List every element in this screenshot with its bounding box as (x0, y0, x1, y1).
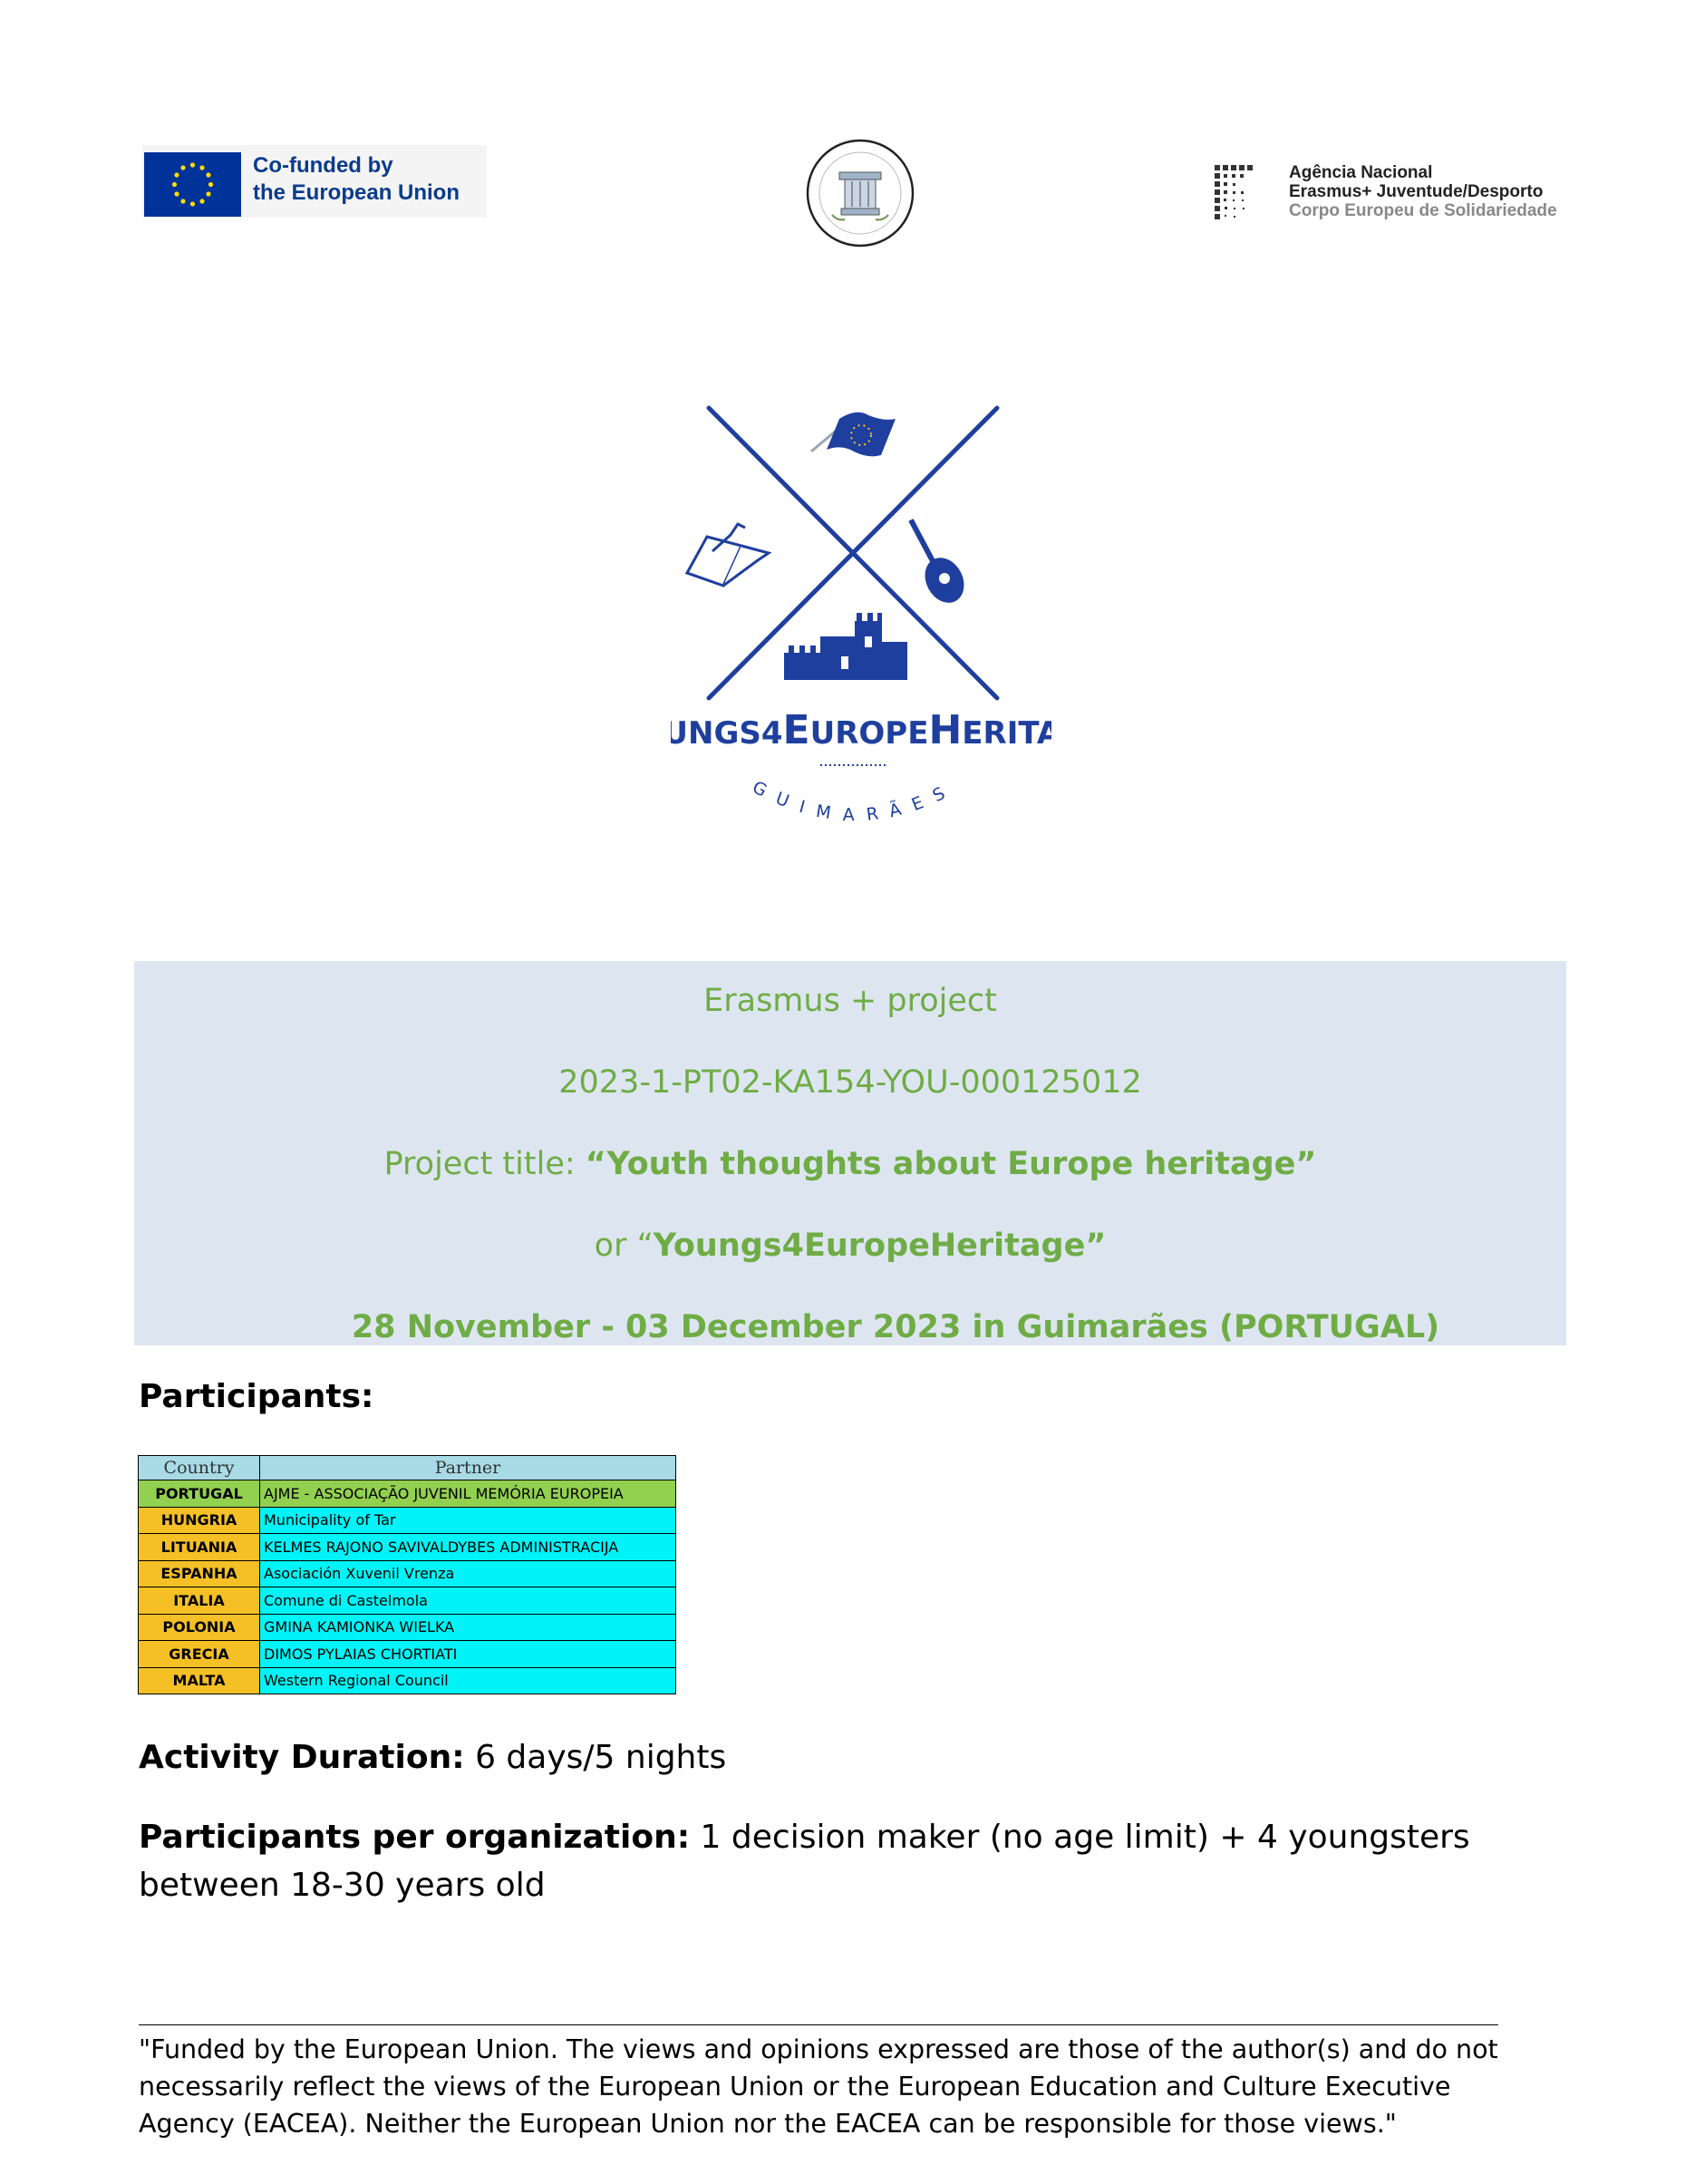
project-alt-title (134, 1228, 1566, 1264)
activity-duration-value: 6 days/5 nights (464, 1739, 727, 1776)
table-header-row (139, 1456, 676, 1480)
country-cell: LITUANIA (139, 1534, 260, 1561)
eu-logo-line-1: Co-funded by (253, 153, 393, 178)
partner-cell: KELMES RAJONO SAVIVALDYBES ADMINISTRACIJA (260, 1534, 676, 1561)
table-row (139, 1507, 676, 1534)
country-cell: POLONIA (139, 1614, 260, 1641)
project-title-text: “Youth thoughts about Europe heritage” (585, 1146, 1317, 1182)
eu-flag-icon (144, 152, 241, 217)
country-cell: ITALIA (139, 1587, 260, 1615)
project-title-prefix: Project title: (383, 1146, 586, 1182)
agency-text (1289, 163, 1557, 220)
partner-cell: AJME - ASSOCIAÇÃO JUVENIL MEMÓRIA EUROPEIA (260, 1480, 676, 1508)
eu-cofunded-logo (142, 145, 487, 218)
project-type: Erasmus + project (703, 983, 997, 1019)
table-row (139, 1534, 676, 1561)
country-cell: GRECIA (139, 1641, 260, 1668)
project-title (134, 1146, 1566, 1182)
table-row (139, 1641, 676, 1668)
partners-table (138, 1455, 676, 1694)
activity-duration (139, 1739, 726, 1776)
guitar-icon (908, 519, 972, 609)
country-cell: ESPANHA (139, 1560, 260, 1587)
agency-line-2: Erasmus+ Juventude/Desporto (1289, 182, 1544, 201)
book-icon (687, 524, 769, 586)
per-org-label: Participants per organization: (139, 1819, 691, 1856)
project-dates: 28 November - 03 December 2023 in Guimarães (PORTUGAL) (351, 1309, 1440, 1345)
partner-cell: DIMOS PYLAIAS CHORTIATI (260, 1641, 676, 1668)
eu-logo-line-2: the European Union (253, 180, 460, 205)
funding-disclaimer: "Funded by the European Union. The views and opinions expressed are those of the author(s) and do not necessarily reflect the views of the European Union or the European Education and Culture Executive Agency (EACEA). Neither the European Union nor the EACEA can be responsible for those views." (139, 2034, 1498, 2139)
column-header-country: Country (139, 1456, 260, 1480)
country-cell: HUNGRIA (139, 1507, 260, 1534)
project-info-box (134, 961, 1566, 1345)
country-cell: PORTUGAL (139, 1480, 260, 1508)
national-agency-logo (1215, 163, 1568, 227)
project-code: 2023-1-PT02-KA154-YOU-000125012 (558, 1064, 1142, 1101)
project-alt-prefix: or “ (594, 1228, 654, 1264)
association-seal-logo (805, 138, 915, 248)
partner-cell: Comune di Castelmola (260, 1587, 676, 1615)
table-row (139, 1587, 676, 1615)
column-header-partner: Partner (260, 1456, 676, 1480)
youngs4europeheritage-emblem (671, 399, 1051, 852)
partner-cell: Municipality of Tar (260, 1507, 676, 1534)
table-row (139, 1480, 676, 1508)
table-row (139, 1560, 676, 1587)
eu-flag-drawing-icon (811, 413, 896, 457)
partner-cell: Asociación Xuvenil Vrenza (260, 1560, 676, 1587)
footnote-divider (139, 2024, 1498, 2025)
table-row (139, 1667, 676, 1694)
agency-dots-icon (1215, 165, 1273, 223)
emblem-name: UNGS4EUROPEHERITA (671, 707, 1051, 753)
table-row (139, 1614, 676, 1641)
country-cell: MALTA (139, 1667, 260, 1694)
emblem-place: GUIMARÃES (749, 777, 960, 826)
participants-per-organization (139, 1813, 1571, 1909)
activity-duration-label: Activity Duration: (139, 1739, 465, 1776)
castle-icon (784, 613, 907, 680)
per-org-value: 1 decision maker (no age limit) + 4 youngsters between 18-30 years old (139, 1819, 1470, 1904)
agency-line-1: Agência Nacional (1289, 163, 1433, 182)
agency-line-3: Corpo Europeu de Solidariedade (1289, 201, 1557, 220)
project-alt-title-text: Youngs4EuropeHeritage” (653, 1228, 1107, 1264)
participants-heading: Participants: (139, 1378, 374, 1415)
eu-logo-text (253, 152, 460, 207)
partner-cell: Western Regional Council (260, 1667, 676, 1694)
partner-cell: GMINA KAMIONKA WIELKA (260, 1614, 676, 1641)
